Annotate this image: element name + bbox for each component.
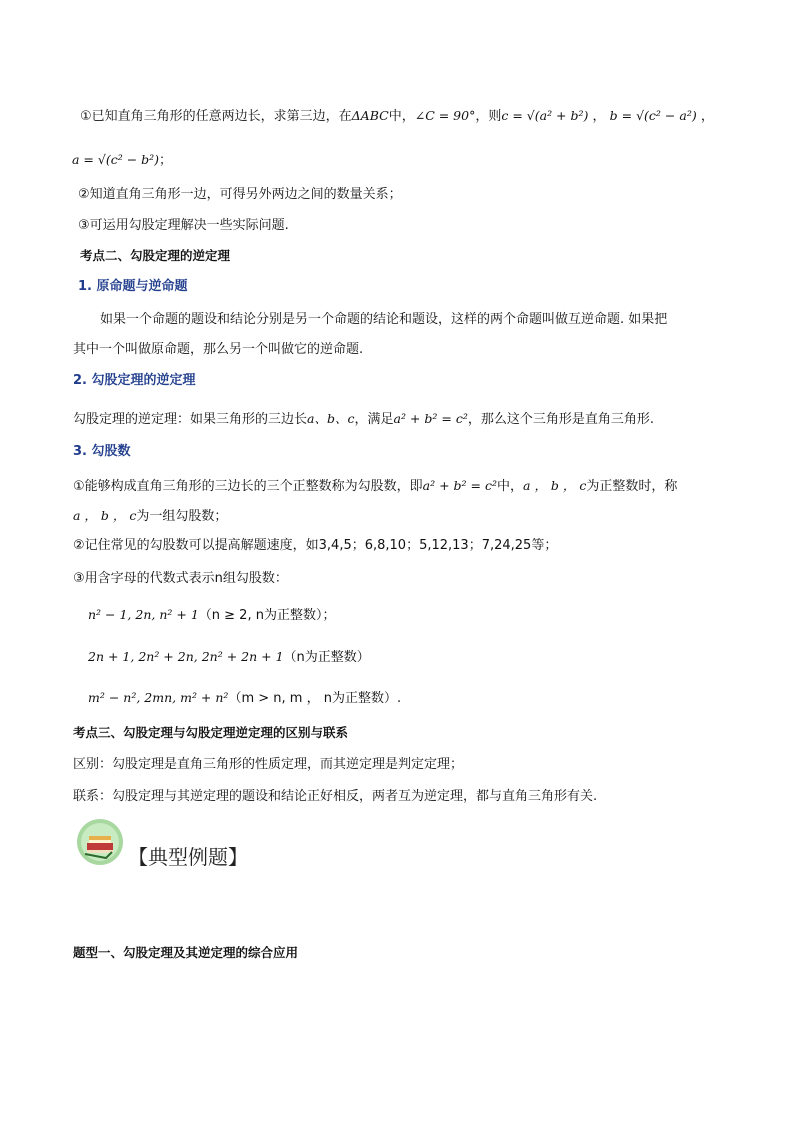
pythag-algebra-line: ③用含字母的代数式表示n组勾股数： [73, 571, 288, 586]
pythag-def-mid: 中， [497, 479, 524, 494]
difference-line: 区别：勾股定理是直角三角形的性质定理，而其逆定理是判定定理； [73, 757, 464, 772]
item1-then: ，则 [475, 109, 502, 124]
item3: ③可运用勾股定理解决一些实际问题. [78, 218, 289, 233]
angle-formula: ∠C = 90° [414, 108, 476, 123]
connection-line: 联系：勾股定理与其逆定理的题设和结论正好相反，两者互为逆定理，都与直角三角形有关. [73, 789, 598, 804]
pythag-common-line: ②记住常见的勾股数可以提高解题速度，如3,4,5；6,8,10；5,12,13；7,24,25等； [73, 538, 558, 553]
formula-a: a = √(c² − b²) [72, 152, 160, 167]
formula-b: b = √(c² − a²) [609, 108, 697, 123]
item2: ②知道直角三角形一边，可得另外两边之间的数量关系； [78, 187, 402, 202]
pythag-def-line-2 [73, 507, 227, 526]
para-line-1: 如果一个命题的题设和结论分别是另一个命题的结论和题设，这样的两个命题叫做互逆命题. 如果把 [100, 312, 668, 327]
pythag-def-vars: a ， b ， c [523, 478, 587, 493]
formula-row-1 [88, 606, 335, 625]
formula-3-note: （m > n, m ， n为正整数）. [228, 691, 402, 706]
converse-vars: a、b、c [307, 411, 355, 426]
problem-type-heading: 题型一、勾股定理及其逆定理的综合应用 [73, 945, 299, 960]
section-heading-2: 考点二、勾股定理的逆定理 [80, 248, 231, 263]
para-line-2: 其中一个叫做原命题，那么另一个叫做它的逆命题. [73, 342, 364, 357]
item1-line: ①已知直角三角形的任意两边长，求第三边，在ΔABC中，∠C = 90°，则c = √(a² + b²) ， b = √(c² − a²) ， [80, 108, 714, 124]
pythag-def-vars-2: a ， b ， c [73, 508, 137, 523]
formula-c: c = √(a² + b²) [501, 108, 589, 123]
converse-text: 勾股定理的逆定理：如果三角形的三边长 [73, 412, 308, 427]
pythag-def-end: 为正整数时，称 [586, 479, 678, 494]
formula-row-3 [88, 689, 401, 708]
formula-1: n² − 1, 2n, n² + 1 [88, 607, 199, 622]
pythag-def-line-1 [73, 477, 677, 496]
formula-2-note: （n为正整数） [283, 650, 370, 665]
banner-title: 【典型例题】 [128, 845, 248, 869]
converse-formula: a² + b² = c² [393, 411, 468, 426]
item1-end: ； [159, 153, 173, 168]
formula-1-note: （n ≥ 2, n为正整数）； [198, 608, 336, 623]
item1-mid: 中， [388, 109, 415, 124]
converse-end: ，那么这个三角形是直角三角形. [467, 412, 654, 427]
converse-theorem-line [73, 410, 654, 429]
books-icon [76, 818, 124, 866]
formula-2: 2n + 1, 2n² + 2n, 2n² + 2n + 1 [88, 649, 284, 664]
section-heading-3: 考点三、勾股定理与勾股定理逆定理的区别与联系 [73, 725, 349, 740]
subheading-2: 2. 勾股定理的逆定理 [73, 373, 196, 388]
pythag-def-formula: a² + b² = c² [422, 478, 497, 493]
item1-text: ①已知直角三角形的任意两边长，求第三边，在 [80, 109, 352, 124]
subheading-1: 1. 原命题与逆命题 [78, 279, 188, 294]
subheading-3: 3. 勾股数 [73, 444, 131, 459]
formula-row-2 [88, 648, 370, 667]
converse-mid: ，满足 [354, 412, 394, 427]
triangle-symbol: ΔABC [351, 108, 389, 123]
item1-line2 [72, 151, 172, 170]
pythag-def-text: ①能够构成直角三角形的三边长的三个正整数称为勾股数，即 [73, 479, 423, 494]
pythag-def-end-2: 为一组勾股数； [136, 509, 228, 524]
formula-3: m² − n², 2mn, m² + n² [88, 690, 229, 705]
